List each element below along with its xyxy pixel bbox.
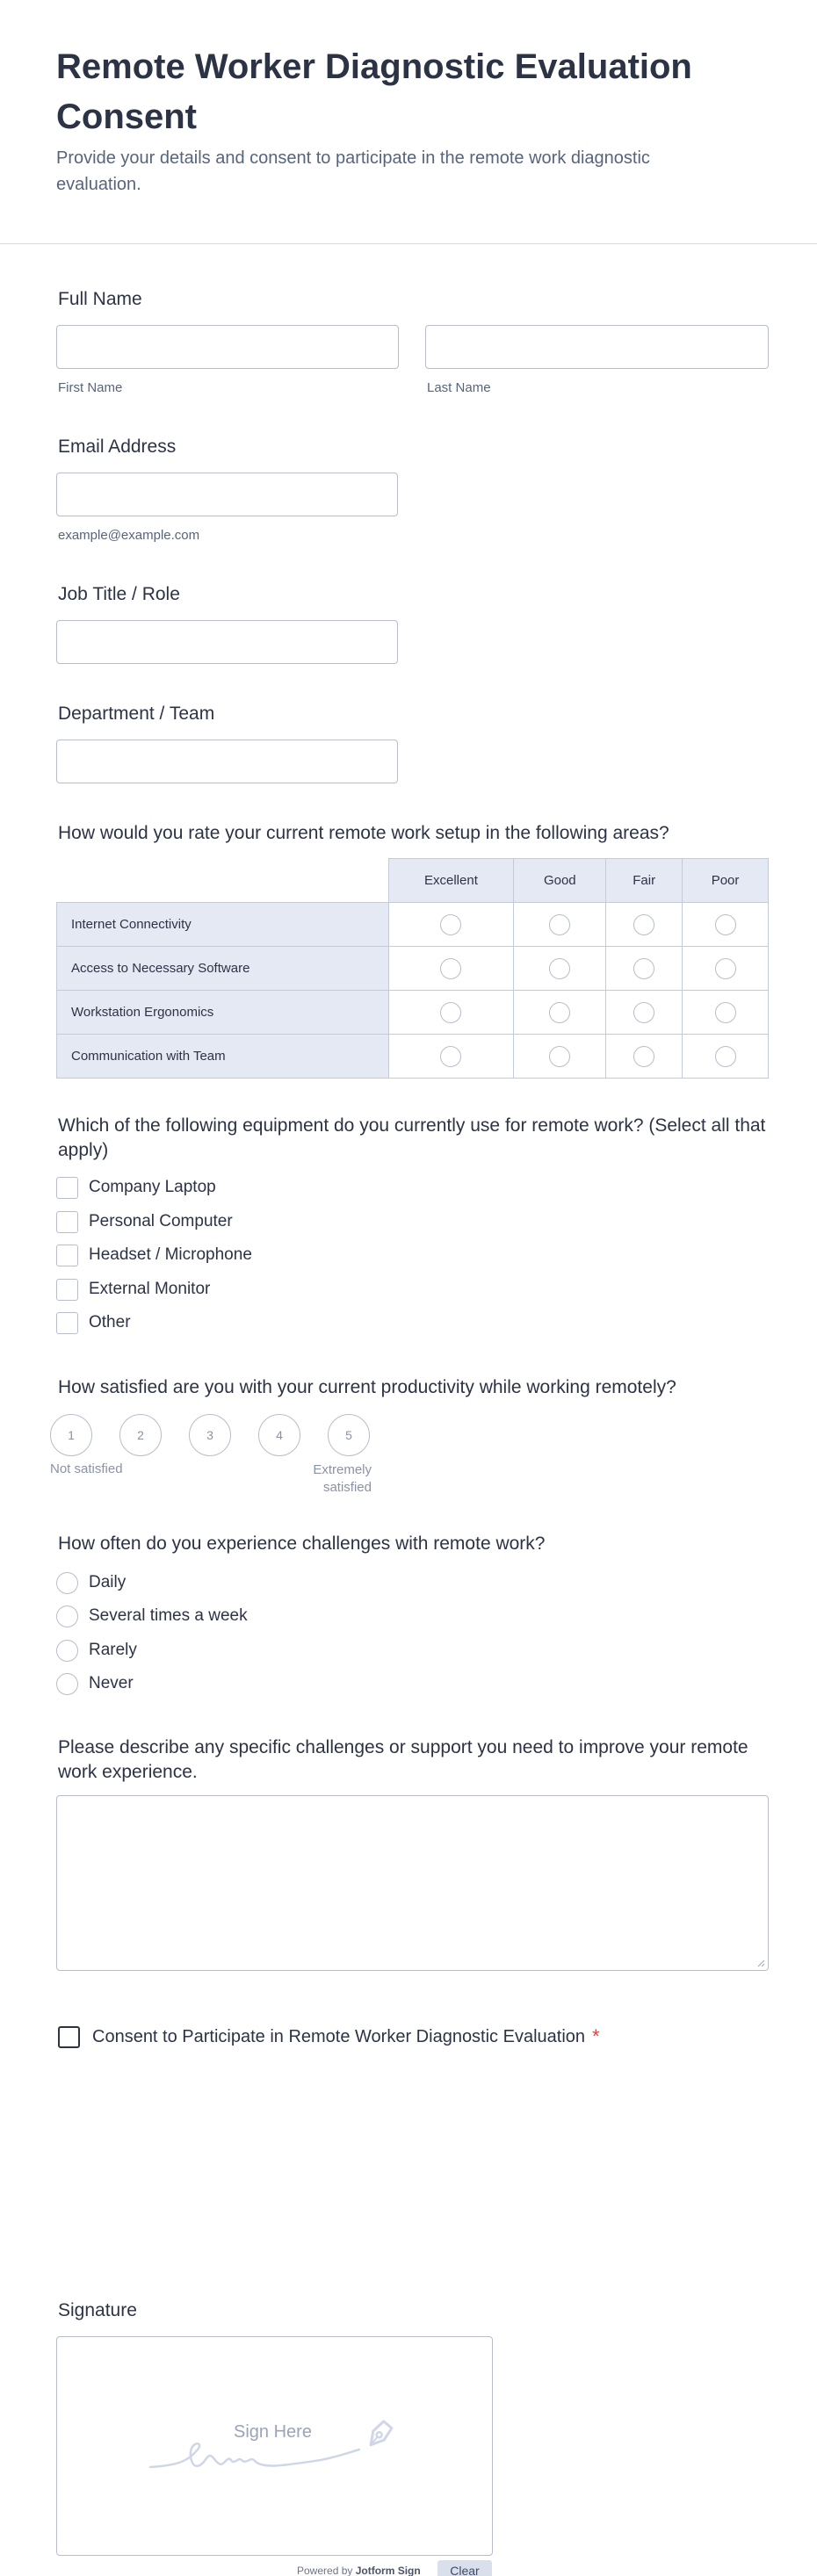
matrix-cell bbox=[683, 1035, 769, 1079]
last-name-sublabel: Last Name bbox=[427, 380, 491, 395]
challenges-textarea[interactable] bbox=[56, 1795, 769, 1971]
matrix-radio-fair[interactable] bbox=[633, 914, 654, 935]
last-name-input[interactable] bbox=[425, 325, 769, 369]
checkbox[interactable] bbox=[56, 1279, 78, 1301]
matrix-cell bbox=[514, 1035, 606, 1079]
powered-by-text bbox=[297, 2565, 421, 2576]
powered-prefix: Powered by bbox=[297, 2565, 353, 2576]
frequency-option[interactable] bbox=[56, 1571, 126, 1594]
consent-label: Consent to Participate in Remote Worker Diagnostic Evaluation bbox=[92, 2026, 586, 2046]
frequency-option-label: Several times a week bbox=[89, 1606, 248, 1625]
matrix-radio-excellent[interactable] bbox=[440, 914, 461, 935]
frequency-question: How often do you experience challenges with remote work? bbox=[58, 1533, 546, 1554]
matrix-cell bbox=[606, 1035, 683, 1079]
matrix-radio-good[interactable] bbox=[549, 1046, 570, 1067]
matrix-corner bbox=[57, 859, 389, 903]
form-subtitle: Provide your details and consent to participate in the remote work diagnostic evaluation. bbox=[56, 148, 650, 194]
equipment-option-label: Personal Computer bbox=[89, 1212, 233, 1230]
equipment-option[interactable] bbox=[56, 1176, 216, 1199]
radio-button[interactable] bbox=[56, 1673, 78, 1695]
matrix-col-excellent: Excellent bbox=[388, 859, 514, 903]
email-input[interactable] bbox=[56, 473, 398, 516]
checkbox[interactable] bbox=[56, 1211, 78, 1233]
required-asterisk: * bbox=[592, 2025, 600, 2047]
matrix-header-row bbox=[57, 859, 769, 903]
matrix-cell bbox=[606, 947, 683, 991]
rating-matrix bbox=[56, 858, 769, 1079]
scale-high-label: Extremely satisfied bbox=[313, 1462, 372, 1495]
equipment-option[interactable] bbox=[56, 1311, 131, 1334]
matrix-radio-excellent[interactable] bbox=[440, 1046, 461, 1067]
full-name-label: Full Name bbox=[58, 289, 142, 309]
job-title-input[interactable] bbox=[56, 620, 398, 664]
scale-low-label: Not satisfied bbox=[50, 1461, 123, 1476]
frequency-option[interactable] bbox=[56, 1605, 248, 1627]
matrix-cell bbox=[388, 903, 514, 947]
matrix-cell bbox=[388, 947, 514, 991]
equipment-option-label: External Monitor bbox=[89, 1280, 211, 1298]
matrix-row bbox=[57, 991, 769, 1035]
matrix-row bbox=[57, 1035, 769, 1079]
frequency-option[interactable] bbox=[56, 1672, 134, 1695]
equipment-option-label: Headset / Microphone bbox=[89, 1245, 252, 1264]
matrix-col-good: Good bbox=[514, 859, 606, 903]
department-label: Department / Team bbox=[58, 704, 215, 724]
matrix-row-label: Access to Necessary Software bbox=[57, 947, 389, 991]
matrix-cell bbox=[514, 947, 606, 991]
equipment-option-label: Company Laptop bbox=[89, 1178, 216, 1196]
scale-option-1[interactable]: 1 bbox=[50, 1414, 92, 1456]
consent-checkbox[interactable] bbox=[58, 2026, 80, 2048]
satisfaction-question: How satisfied are you with your current productivity while working remotely? bbox=[58, 1377, 676, 1397]
matrix-radio-good[interactable] bbox=[549, 958, 570, 979]
matrix-cell bbox=[388, 1035, 514, 1079]
matrix-cell bbox=[606, 991, 683, 1035]
challenges-question: Please describe any specific challenges or support you need to improve your remote work experience. bbox=[58, 1737, 748, 1782]
matrix-cell bbox=[388, 991, 514, 1035]
matrix-cell bbox=[514, 903, 606, 947]
radio-button[interactable] bbox=[56, 1640, 78, 1662]
powered-brand: Jotform Sign bbox=[355, 2565, 421, 2576]
matrix-row bbox=[57, 947, 769, 991]
first-name-sublabel: First Name bbox=[58, 380, 123, 395]
consent-checkbox-row[interactable] bbox=[58, 2025, 600, 2048]
radio-button[interactable] bbox=[56, 1572, 78, 1594]
matrix-radio-poor[interactable] bbox=[715, 1002, 736, 1023]
matrix-row-label: Communication with Team bbox=[57, 1035, 389, 1079]
matrix-cell bbox=[683, 903, 769, 947]
matrix-row-label: Internet Connectivity bbox=[57, 903, 389, 947]
checkbox[interactable] bbox=[56, 1177, 78, 1199]
job-title-label: Job Title / Role bbox=[58, 584, 180, 604]
scale-option-5[interactable]: 5 bbox=[328, 1414, 370, 1456]
matrix-radio-excellent[interactable] bbox=[440, 1002, 461, 1023]
matrix-radio-excellent[interactable] bbox=[440, 958, 461, 979]
matrix-row bbox=[57, 903, 769, 947]
signature-label: Signature bbox=[58, 2300, 137, 2320]
clear-signature-button[interactable]: Clear bbox=[437, 2560, 492, 2576]
equipment-option[interactable] bbox=[56, 1244, 252, 1266]
matrix-radio-fair[interactable] bbox=[633, 1002, 654, 1023]
matrix-cell bbox=[606, 903, 683, 947]
equipment-question: Which of the following equipment do you currently use for remote work? (Select all that apply) bbox=[58, 1115, 766, 1160]
matrix-cell bbox=[683, 947, 769, 991]
frequency-option-label: Rarely bbox=[89, 1641, 137, 1659]
matrix-cell bbox=[514, 991, 606, 1035]
pen-nib-icon bbox=[359, 2416, 398, 2455]
resize-grip-icon[interactable] bbox=[756, 1959, 765, 1967]
matrix-col-poor: Poor bbox=[683, 859, 769, 903]
checkbox[interactable] bbox=[56, 1312, 78, 1334]
matrix-row-label: Workstation Ergonomics bbox=[57, 991, 389, 1035]
email-sublabel: example@example.com bbox=[58, 528, 200, 543]
matrix-radio-fair[interactable] bbox=[633, 1046, 654, 1067]
form-header bbox=[0, 0, 817, 244]
signature-pad[interactable] bbox=[56, 2336, 493, 2556]
signature-placeholder: Sign Here bbox=[234, 2422, 312, 2442]
frequency-option-label: Daily bbox=[89, 1573, 127, 1591]
frequency-option-label: Never bbox=[89, 1674, 134, 1692]
equipment-option[interactable] bbox=[56, 1210, 233, 1233]
radio-button[interactable] bbox=[56, 1605, 78, 1627]
department-input[interactable] bbox=[56, 740, 398, 783]
signature-squiggle-icon bbox=[57, 2337, 494, 2557]
scale-option-4[interactable]: 4 bbox=[258, 1414, 300, 1456]
matrix-cell bbox=[683, 991, 769, 1035]
matrix-radio-good[interactable] bbox=[549, 1002, 570, 1023]
scale-option-2[interactable]: 2 bbox=[119, 1414, 162, 1456]
checkbox[interactable] bbox=[56, 1245, 78, 1266]
matrix-radio-fair[interactable] bbox=[633, 958, 654, 979]
matrix-col-fair: Fair bbox=[606, 859, 683, 903]
matrix-radio-poor[interactable] bbox=[715, 914, 736, 935]
matrix-question: How would you rate your current remote work setup in the following areas? bbox=[58, 823, 669, 843]
equipment-option[interactable] bbox=[56, 1278, 210, 1301]
scale-option-3[interactable]: 3 bbox=[189, 1414, 231, 1456]
equipment-option-label: Other bbox=[89, 1313, 131, 1331]
frequency-option[interactable] bbox=[56, 1639, 137, 1662]
form-title: Remote Worker Diagnostic Evaluation Consent bbox=[56, 47, 692, 136]
matrix-radio-good[interactable] bbox=[549, 914, 570, 935]
email-label: Email Address bbox=[58, 437, 177, 457]
first-name-input[interactable] bbox=[56, 325, 399, 369]
matrix-radio-poor[interactable] bbox=[715, 1046, 736, 1067]
matrix-radio-poor[interactable] bbox=[715, 958, 736, 979]
